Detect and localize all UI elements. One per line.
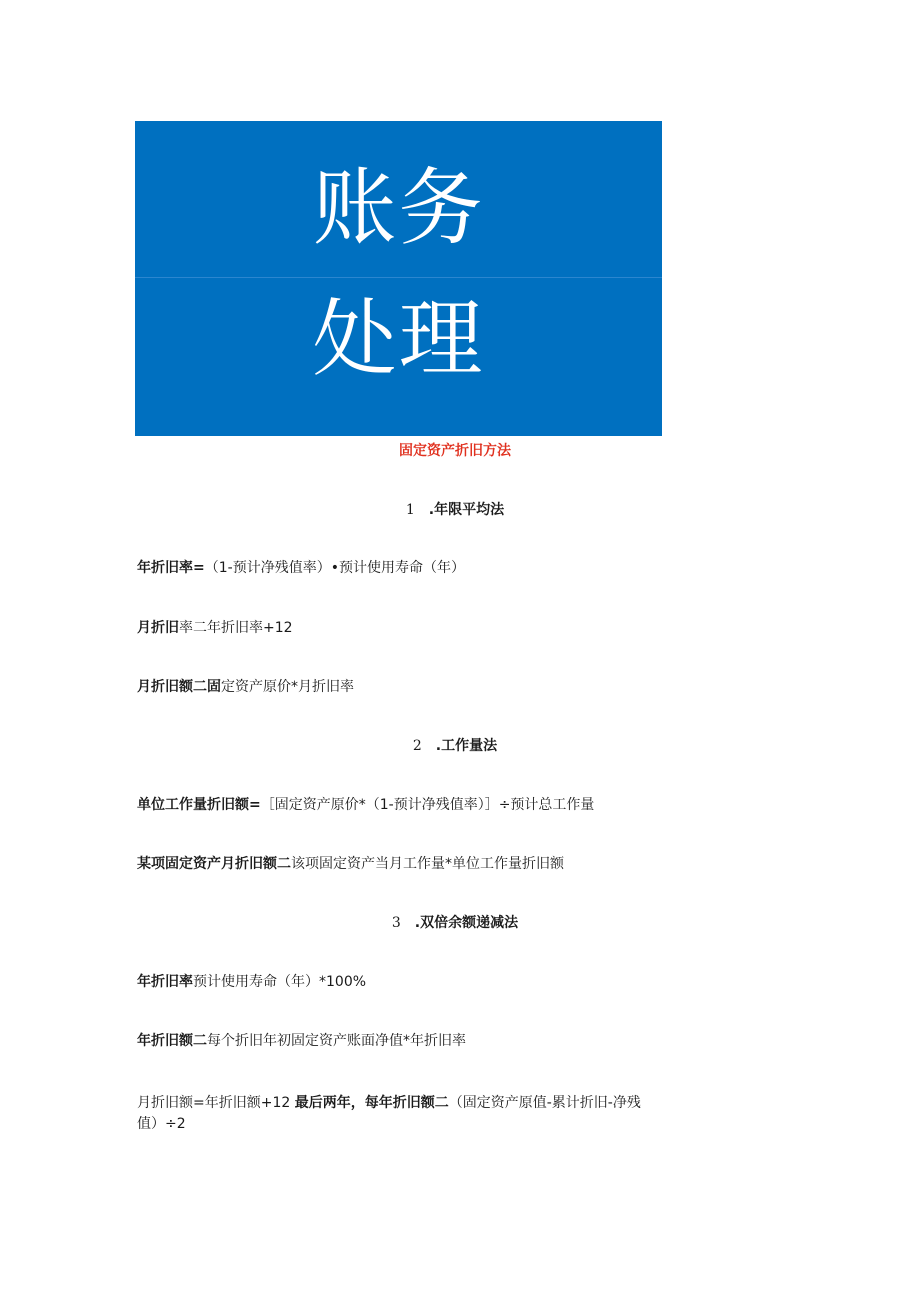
- title-banner: [135, 121, 662, 436]
- formula-expression: 定资产原价*月折旧率: [221, 679, 354, 695]
- formula-expression: ［固定资产原价*（1-预计净残值率）］÷预计总工作量: [260, 797, 595, 813]
- formula-term: 年折旧率: [137, 974, 193, 990]
- formula-expression: （1-预计净残值率）•预计使用寿命（年）: [204, 560, 465, 576]
- section-number: 3: [391, 915, 401, 931]
- section-number: 2: [412, 738, 422, 754]
- section-title: .双倍余额递减法: [414, 915, 519, 931]
- section-title: .工作量法: [435, 738, 498, 754]
- formula-expression: 率二年折旧率+12: [179, 620, 293, 636]
- formula-term: 月折旧额二固: [137, 679, 221, 695]
- formula-line: [137, 677, 354, 697]
- formula-paragraph: [137, 1093, 652, 1135]
- banner-title-line-1: 账务: [312, 159, 485, 257]
- section-heading-2: [135, 736, 775, 756]
- section-heading-3: [135, 913, 775, 933]
- banner-divider: [135, 277, 662, 278]
- formula-line: [137, 854, 564, 874]
- paragraph-term: 最后两年，每年折旧额二: [294, 1095, 449, 1111]
- formula-line: [137, 618, 293, 638]
- formula-line: [137, 972, 366, 992]
- formula-expression: 该项固定资产当月工作量*单位工作量折旧额: [291, 856, 564, 872]
- paragraph-text: 月折旧额=年折旧额+12: [137, 1095, 295, 1111]
- formula-term: 年折旧率=: [137, 560, 205, 576]
- banner-title-line-2: 处理: [312, 290, 485, 388]
- document-subtitle: 固定资产折旧方法: [399, 443, 511, 459]
- paragraph-expression: （固定资产原值-累计折旧-净残值）÷2: [137, 1095, 641, 1132]
- formula-line: [137, 795, 594, 815]
- formula-line: [137, 1031, 466, 1051]
- formula-line: [137, 558, 465, 578]
- formula-term: 年折旧额二: [137, 1033, 207, 1049]
- formula-term: 单位工作量折旧额=: [137, 797, 261, 813]
- section-heading-1: [135, 500, 775, 520]
- formula-term: 某项固定资产月折旧额二: [137, 856, 291, 872]
- formula-expression: 预计使用寿命（年）*100%: [193, 974, 367, 990]
- section-title: .年限平均法: [428, 502, 505, 518]
- formula-term: 月折旧: [137, 620, 179, 636]
- formula-expression: 每个折旧年初固定资产账面净值*年折旧率: [207, 1033, 466, 1049]
- section-number: 1: [405, 502, 415, 518]
